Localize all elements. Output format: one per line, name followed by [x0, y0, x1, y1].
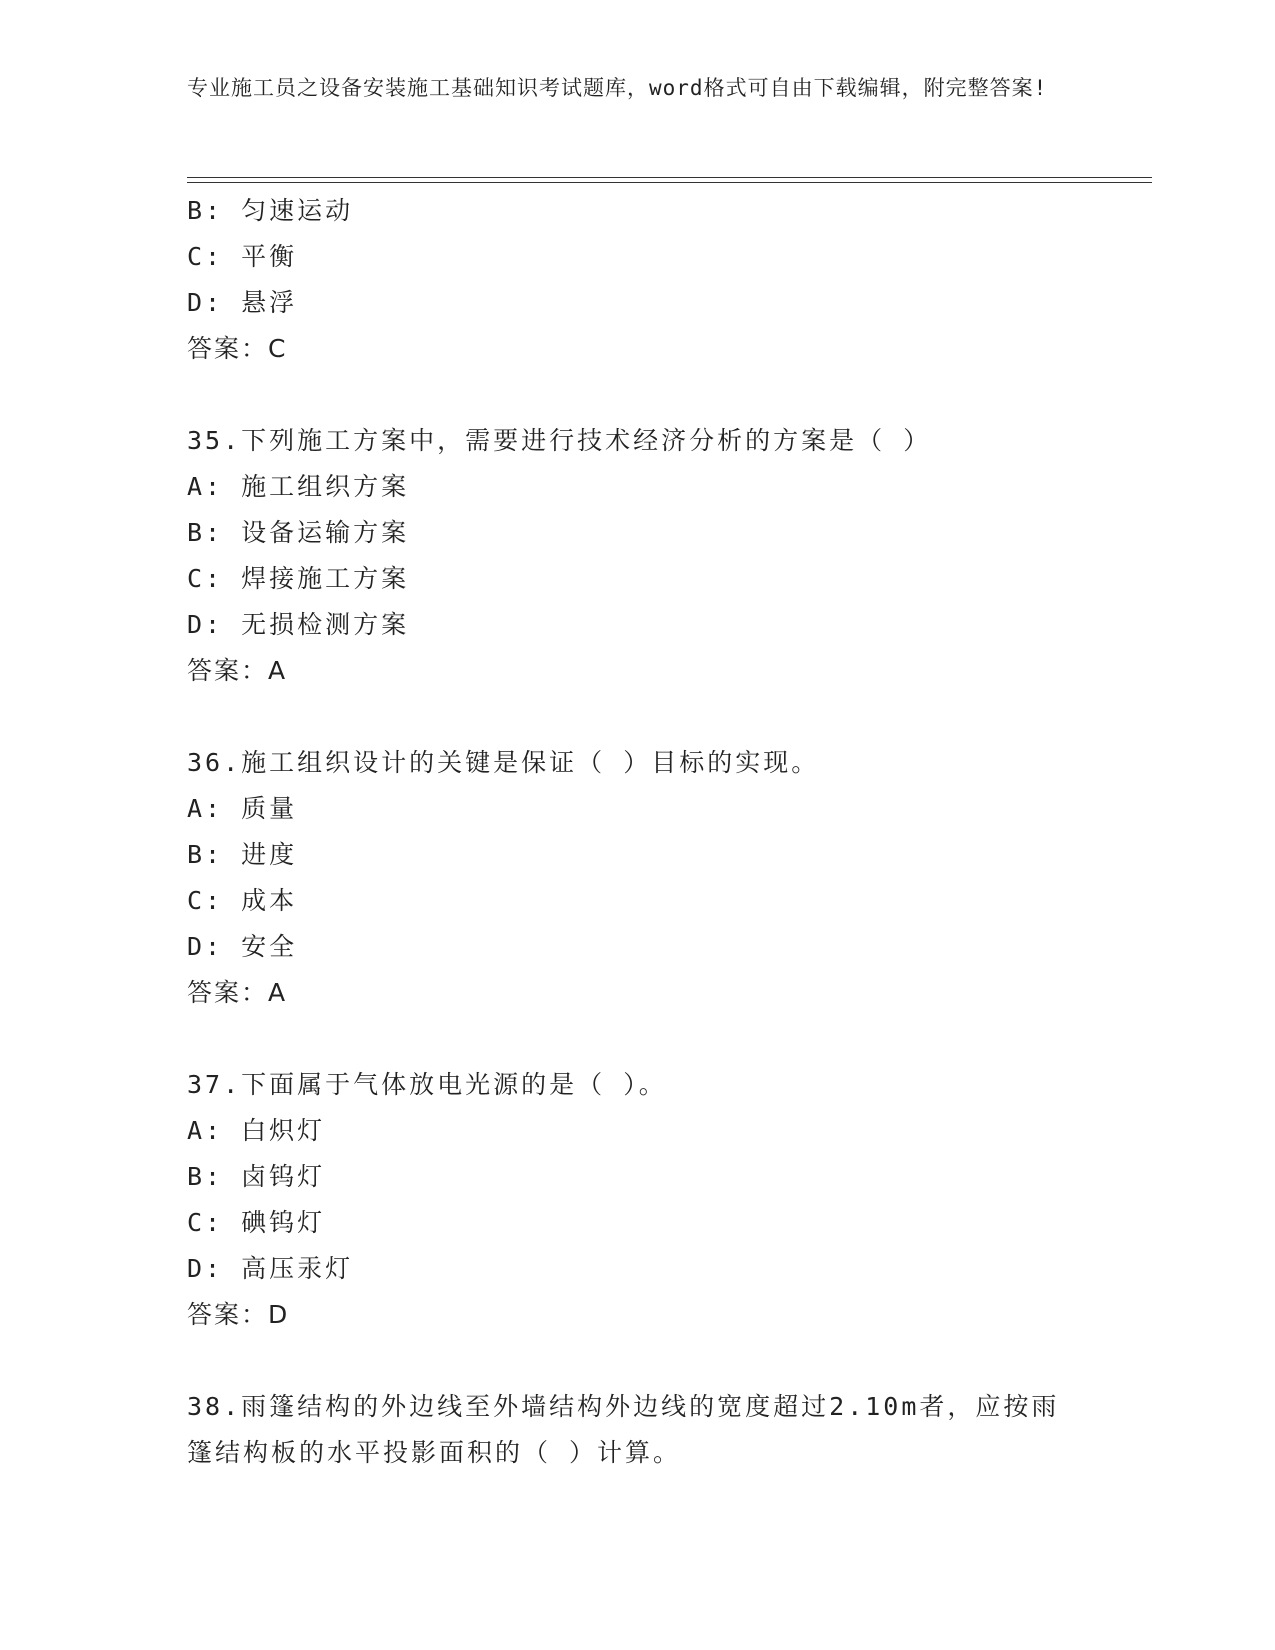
- question-list: [187, 188, 1087, 1476]
- option-a: A: 施工组织方案: [187, 472, 410, 501]
- option-c: C: 碘钨灯: [187, 1208, 326, 1237]
- answer: 答案：C: [187, 334, 288, 363]
- option-a: A: 质量: [187, 794, 298, 823]
- option-d: D: 安全: [187, 932, 298, 961]
- question-text: 38.雨篷结构的外边线至外墙结构外边线的宽度超过2.10m者，应按雨篷结构板的水平投影面积的（ ）计算。: [187, 1392, 1060, 1467]
- answer: 答案：A: [187, 978, 288, 1007]
- question-36: [187, 740, 1087, 1016]
- option-c: C: 成本: [187, 886, 298, 915]
- answer: 答案：D: [187, 1300, 290, 1329]
- question-text: 37.下面属于气体放电光源的是（ ）。: [187, 1070, 667, 1099]
- option-b: B: 设备运输方案: [187, 518, 410, 547]
- option-a: A: 白炽灯: [187, 1116, 326, 1145]
- option-d: D: 高压汞灯: [187, 1254, 354, 1283]
- option-b: B: 卤钨灯: [187, 1162, 326, 1191]
- option-b: B: 匀速运动: [187, 196, 354, 225]
- option-c: C: 平衡: [187, 242, 298, 271]
- option-d: D: 悬浮: [187, 288, 298, 317]
- question-37: [187, 1062, 1087, 1338]
- document-title: 专业施工员之设备安装施工基础知识考试题库，word格式可自由下载编辑，附完整答案!: [187, 76, 1048, 100]
- document-header: [187, 72, 1067, 104]
- option-b: B: 进度: [187, 840, 298, 869]
- question-text: 35.下列施工方案中，需要进行技术经济分析的方案是（ ）: [187, 426, 932, 455]
- question-text: 36.施工组织设计的关键是保证（ ）目标的实现。: [187, 748, 820, 777]
- option-d: D: 无损检测方案: [187, 610, 410, 639]
- option-c: C: 焊接施工方案: [187, 564, 410, 593]
- header-rule-bottom: [187, 182, 1152, 183]
- question-38: [187, 1384, 1087, 1476]
- header-rule-top: [187, 177, 1152, 178]
- question-35: [187, 418, 1087, 694]
- question-34-continued: [187, 188, 1087, 372]
- answer: 答案：A: [187, 656, 288, 685]
